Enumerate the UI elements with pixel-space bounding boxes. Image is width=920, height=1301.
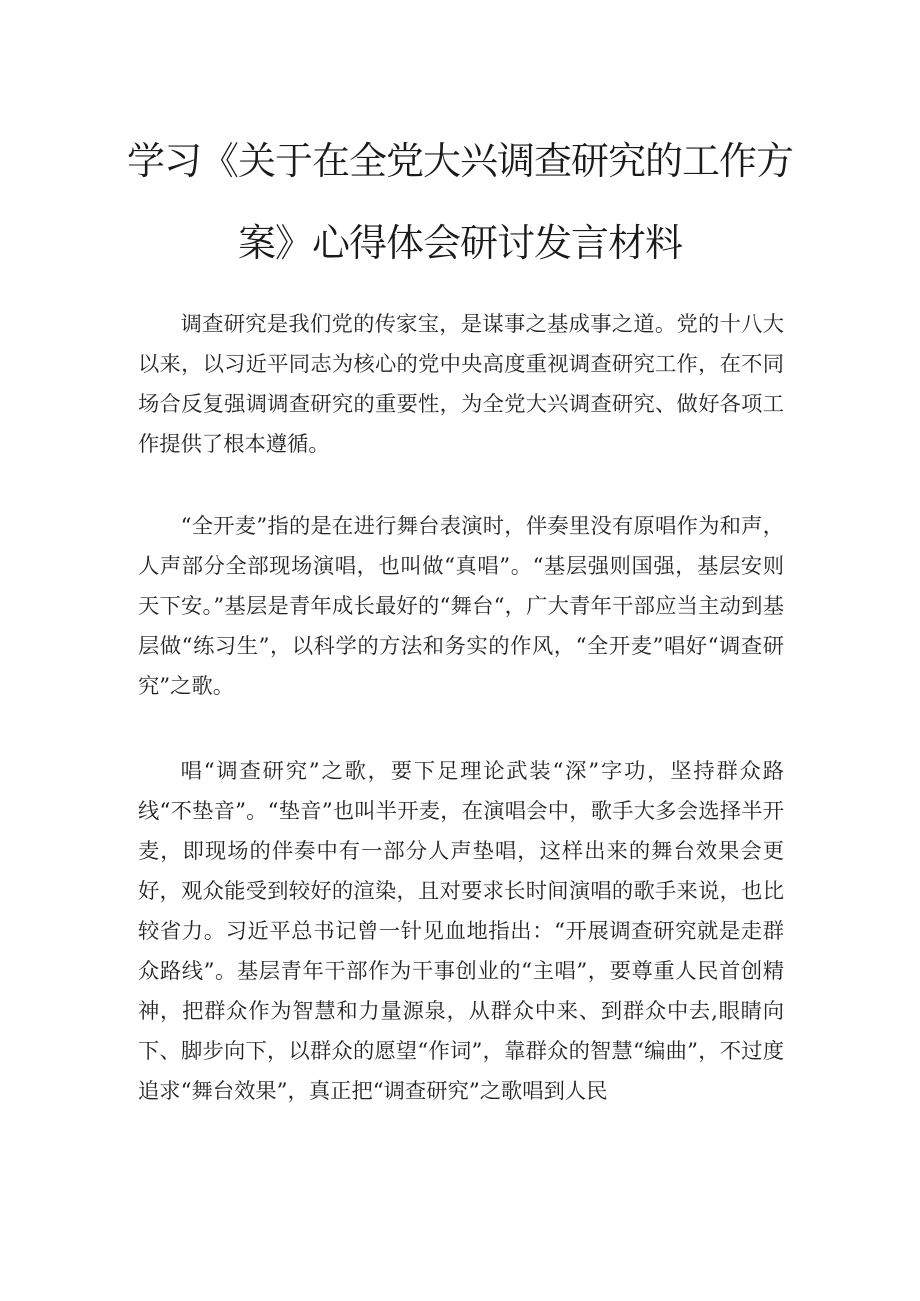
document-title-line-2: 案》心得体会研讨发言材料: [237, 221, 682, 265]
document-title-line-1: 学习《关于在全党大兴调查研究的工作方: [126, 139, 793, 183]
body-paragraph-3: 唱“调查研究”之歌，要下足理论武装“深”字功，坚持群众路线“不垫音”。“垫音”也叫半开麦，在演唱会中，歌手大多会选择半开麦，即现场的伴奏中有一部分人声垫唱，这样出来的舞台效果会更好，观众能受到较好的渲染，且对要求长时间演唱的歌手来说，也比较省力。习近平总书记曾一针见血地指出：“开展调查研究就是走群众路线”。基层青年干部作为干事创业的“主唱”，要尊重人民首创精神，把群众作为智慧和力量源泉，从群众中来、到群众中去,眼睛向下、脚步向下，以群众的愿望“作词”，靠群众的智慧“编曲”，不过度追求“舞台效果”，真正把“调查研究”之歌唱到人民: [138, 759, 784, 1104]
body-paragraph-1: 调查研究是我们党的传家宝，是谋事之基成事之道。党的十八大以来，以习近平同志为核心的党中央高度重视调查研究工作，在不同场合反复强调调查研究的重要性，为全党大兴调查研究、做好各项工作提供了根本遵循。: [138, 312, 784, 457]
body-paragraph-2: “全开麦”指的是在进行舞台表演时，伴奏里没有原唱作为和声，人声部分全部现场演唱，也叫做“真唱”。“基层强则国强，基层安则天下安。”基层是青年成长最好的“舞台“，广大青年干部应当主动到基层做“练习生”，以科学的方法和务实的作风，“全开麦”唱好“调查研究”之歌。: [138, 514, 784, 699]
